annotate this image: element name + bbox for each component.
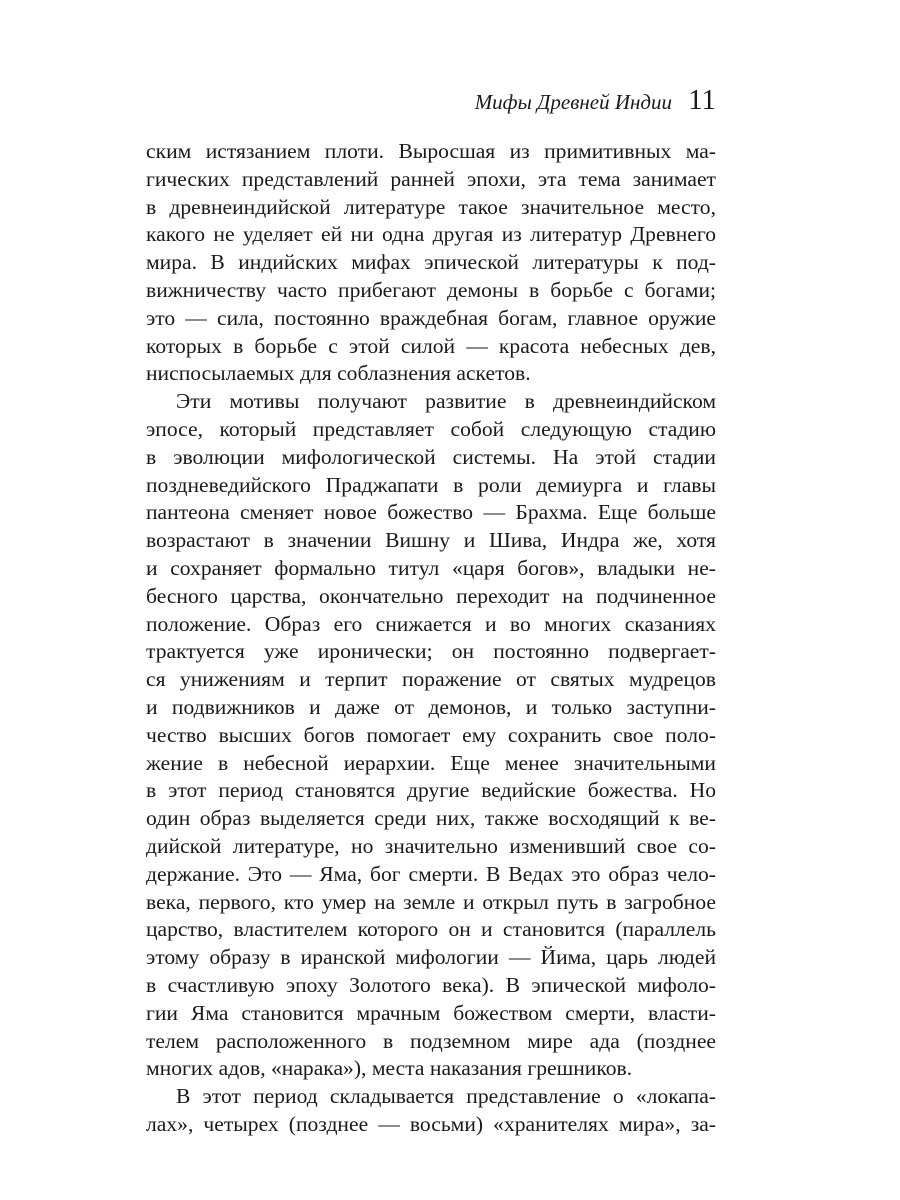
text-line: эпосе, который представляет собой следующую стадию: [146, 416, 716, 441]
text-line: лах», четырех (позднее — восьми) «хранителях мира», за-: [146, 1111, 716, 1136]
text-line: ся унижениям и терпит поражение от святых мудрецов: [146, 667, 716, 692]
body-text: [146, 138, 716, 1139]
text-line: жение в небесной иерархии. Еще менее значительными: [146, 750, 716, 775]
text-line: чество высших богов помогает ему сохранить свое поло-: [146, 722, 716, 747]
text-line: это — сила, постоянно враждебная богам, главное оружие: [146, 305, 716, 330]
paragraph-first-line: Эти мотивы получают развитие в древнеиндийском: [176, 389, 716, 414]
text-line: этому образу в иранской мифологии — Йима, царь людей: [146, 945, 716, 970]
text-line: в этот период становятся другие ведийские божества. Но: [146, 778, 716, 803]
paragraph-last-line: многих адов, «нарака»), места наказания грешников.: [146, 1056, 633, 1081]
text-line: какого не уделяет ей ни одна другая из литератур Древнего: [146, 222, 716, 247]
text-line: бесного царства, окончательно переходит на подчиненное: [146, 583, 716, 608]
text-line: в эволюции мифологической системы. На этой стадии: [146, 444, 716, 469]
page-number: 11: [688, 84, 716, 116]
paragraph-first-line: В этот период складывается представление о «локапа-: [176, 1084, 716, 1109]
running-head: [146, 84, 716, 124]
text-line: дийской литературе, но значительно изменивший свое со-: [146, 833, 716, 858]
text-line: царство, властителем которого он и становится (параллель: [146, 917, 716, 942]
running-head-title: Мифы Древней Индии: [474, 90, 673, 114]
text-line: поздневедийского Праджапати в роли демиурга и главы: [146, 472, 716, 497]
text-line: пантеона сменяет новое божество — Брахма. Еще больше: [146, 500, 716, 525]
text-line: возрастают в значении Вишну и Шива, Индра же, хотя: [146, 528, 716, 553]
text-line: мира. В индийских мифах эпической литературы к под-: [146, 250, 716, 275]
text-line: трактуется уже иронически; он постоянно подвергает-: [146, 639, 716, 664]
text-line: держание. Это — Яма, бог смерти. В Ведах это образ чело-: [146, 861, 716, 886]
text-line: вижничеству часто прибегают демоны в борьбе с богами;: [146, 277, 716, 302]
text-line: и сохраняет формально титул «царя богов», владыки не-: [146, 555, 716, 580]
text-line: гии Яма становится мрачным божеством смерти, власти-: [146, 1000, 716, 1025]
text-line: ским истязанием плоти. Выросшая из примитивных ма-: [146, 139, 716, 163]
text-line: в древнеиндийской литературе такое значительное место,: [146, 194, 716, 219]
text-line: и подвижников и даже от демонов, и только заступни-: [146, 694, 716, 719]
text-line: которых в борьбе с этой силой — красота небесных дев,: [146, 333, 716, 358]
paragraph-last-line: ниспосылаемых для соблазнения аскетов.: [146, 361, 531, 386]
text-line: гических представлений ранней эпохи, эта тема занимает: [146, 166, 716, 191]
text-line: в счастливую эпоху Золотого века). В эпической мифоло-: [146, 972, 716, 997]
text-line: положение. Образ его снижается и во многих сказаниях: [146, 611, 716, 636]
text-line: века, первого, кто умер на земле и открыл путь в загробное: [146, 889, 716, 914]
text-line: один образ выделяется среди них, также восходящий к ве-: [146, 806, 716, 831]
text-line: телем расположенного в подземном мире ада (позднее: [146, 1028, 716, 1053]
